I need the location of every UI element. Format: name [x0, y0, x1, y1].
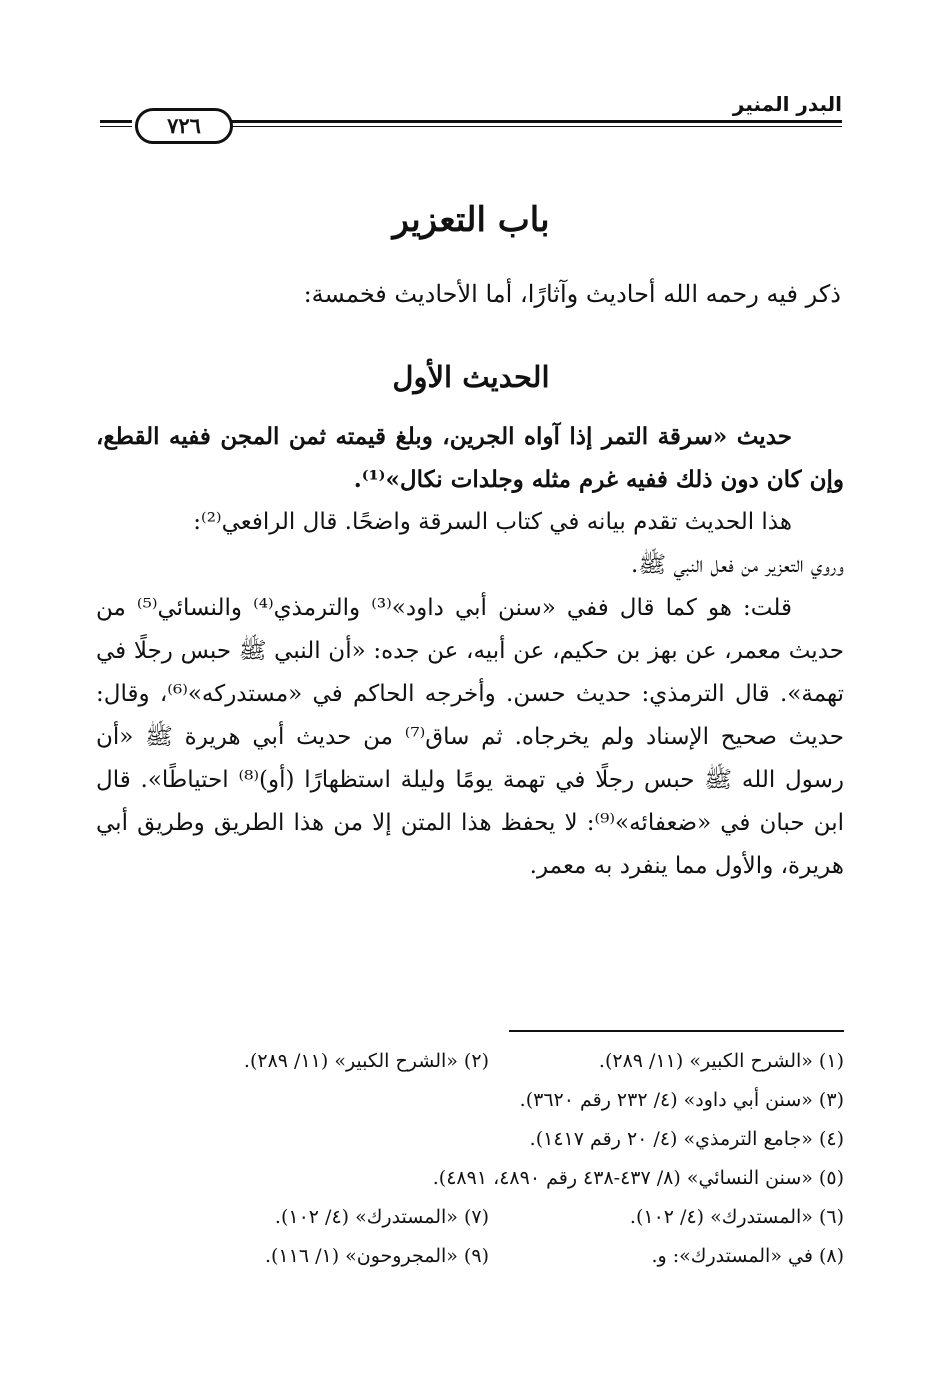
chapter-title: باب التعزير	[392, 200, 550, 240]
footnote-8: (٨) في «المستدرك»: و.	[651, 1245, 844, 1267]
quote-paragraph: وروي التعزير من فعل النبي ﷺ.	[631, 552, 844, 578]
intro-text: ذكر فيه رحمه الله أحاديث وآثارًا، أما الأحاديث فخمسة:	[303, 280, 841, 308]
footnote-7: (٧) «المستدرك» (٤/ ١٠٢).	[274, 1206, 489, 1228]
footnote-3: (٣) «سنن أبي داود» (٤/ ٢٣٢ رقم ٣٦٢٠).	[519, 1089, 844, 1111]
footnote-4: (٤) «جامع الترمذي» (٤/ ٢٠ رقم ١٤١٧).	[529, 1128, 844, 1150]
body-text	[96, 415, 844, 888]
commentary-paragraph: قلت: هو كما قال ففي «سنن أبي داود»⁽³⁾ والترمذي⁽⁴⁾ والنسائي⁽⁵⁾ من حديث معمر، عن بهز بن حكيم، عن أبيه، عن جده: «أن النبي ﷺ حبس رجلًا في تهمة». قال الترمذي: حديث حسن. وأخرجه الحاكم في «مستدركه»⁽⁶⁾، وقال: حديث صحيح الإسناد ولم يخرجاه. ثم ساق⁽⁷⁾ من حديث أبي هريرة ﷺ «أن رسول الله ﷺ حبس رجلًا في تهمة يومًا وليلة استظهارًا (أو)⁽⁸⁾ احتياطًا». قال ابن حبان في «ضعفائه»⁽⁹⁾: لا يحفظ هذا المتن إلا من هذا الطريق وطريق أبي هريرة، والأول مما ينفرد به معمر.	[96, 595, 844, 879]
header-rule-thin	[197, 126, 842, 127]
footnotes	[96, 1042, 844, 1276]
footnote-separator	[509, 1030, 844, 1032]
section-title: الحديث الأول	[392, 360, 550, 394]
footnote-row	[96, 1237, 844, 1276]
header-rule-stub-thin	[100, 126, 132, 127]
footnote-row	[96, 1120, 844, 1159]
footnote-2: (٢) «الشرح الكبير» (١١/ ٢٨٩).	[243, 1050, 489, 1072]
header-rule-stub	[100, 120, 132, 123]
footnote-5: (٥) «سنن النسائي» (٨/ ٤٣٧-٤٣٨ رقم ٤٨٩٠، ٤٨٩١).	[432, 1167, 844, 1189]
footnote-row	[96, 1159, 844, 1198]
hadith-paragraph: حديث «سرقة التمر إذا آواه الجرين، وبلغ قيمته ثمن المجن ففيه القطع، وإن كان دون ذلك ففيه غرم مثله وجلدات نكال»⁽¹⁾.	[96, 423, 844, 493]
footnote-9: (٩) «المجروحون» (١/ ١١٦).	[264, 1245, 489, 1267]
commentary-paragraph: هذا الحديث تقدم بيانه في كتاب السرقة واضحًا. قال الرافعي⁽²⁾:	[193, 509, 792, 535]
page-header	[100, 92, 842, 152]
footnote-row	[96, 1042, 844, 1081]
footnote-row	[96, 1081, 844, 1120]
header-rule	[197, 120, 842, 123]
footnote-row	[96, 1198, 844, 1237]
footnote-1: (١) «الشرح الكبير» (١١/ ٢٨٩).	[598, 1050, 844, 1072]
running-title: البدر المنير	[732, 92, 842, 116]
footnote-6: (٦) «المستدرك» (٤/ ١٠٢).	[629, 1206, 844, 1228]
page-number: ٧٢٦	[135, 108, 233, 144]
